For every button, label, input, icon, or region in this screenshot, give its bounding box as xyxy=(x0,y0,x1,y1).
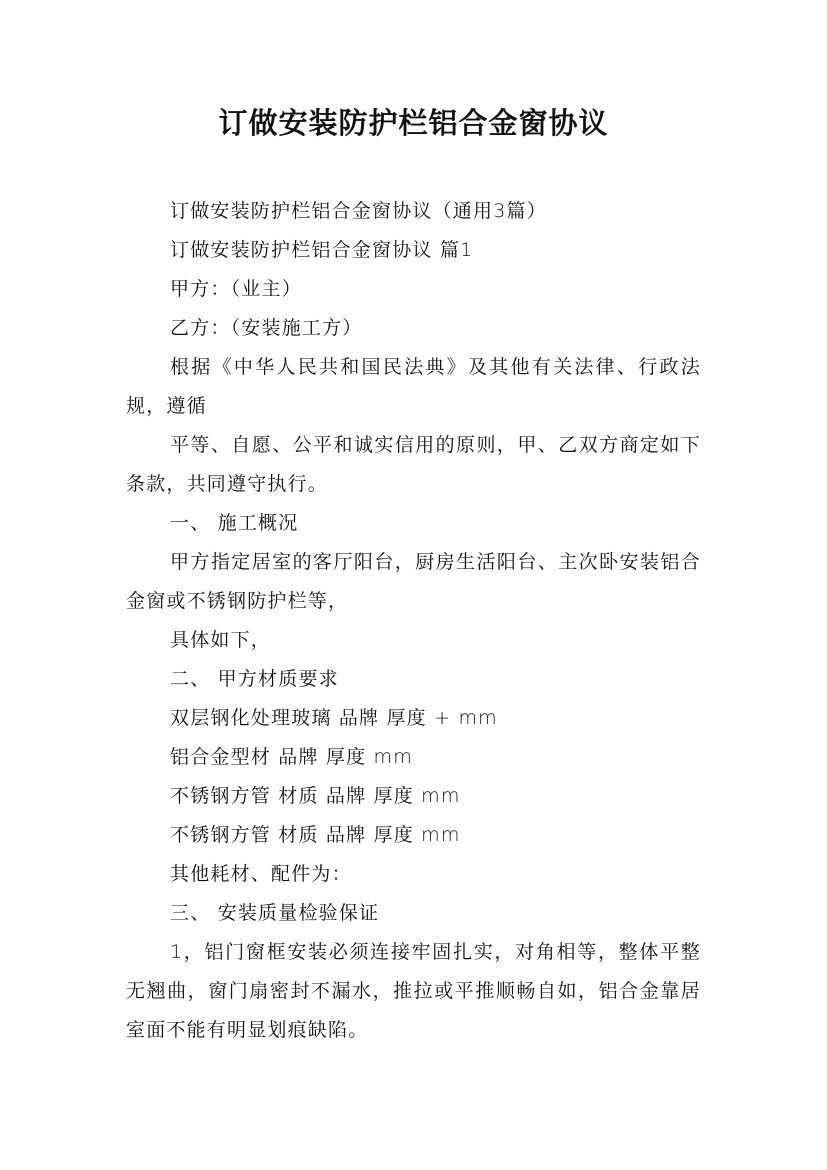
section-heading: 一、 施工概况 xyxy=(170,512,299,534)
paragraph: 1，铝门窗框安装必须连接牢固扎实，对角相等，整体平整无翘曲，窗门扇密封不漏水，推拉或平推顺畅自如，铝合金靠居室面不能有明显划痕缺陷。 xyxy=(126,941,701,1041)
section-heading: 二、 甲方材质要求 xyxy=(170,668,339,690)
paragraph: 乙方：（安装施工方） xyxy=(170,317,363,339)
document-body xyxy=(126,192,701,1050)
section-heading: 三、 安装质量检验保证 xyxy=(170,902,380,924)
paragraph: 平等、自愿、公平和诚实信用的原则，甲、乙双方商定如下条款，共同遵守执行。 xyxy=(126,434,701,495)
paragraph: 其他耗材、配件为： xyxy=(170,863,352,885)
paragraph: 根据《中华人民共和国民法典》及其他有关法律、行政法规，遵循 xyxy=(126,356,701,417)
paragraph: 订做安装防护栏铝合金窗协议 篇1 xyxy=(170,239,474,261)
document-title: 订做安装防护栏铝合金窗协议 xyxy=(218,106,609,140)
paragraph: 订做安装防护栏铝合金窗协议（通用3篇） xyxy=(170,200,547,222)
paragraph: 双层钢化处理玻璃 品牌 厚度 + mm xyxy=(170,707,498,729)
paragraph: 甲方指定居室的客厅阳台，厨房生活阳台、主次卧安装铝合金窗或不锈钢防护栏等， xyxy=(126,551,701,612)
paragraph: 铝合金型材 品牌 厚度 mm xyxy=(170,746,413,768)
paragraph: 具体如下， xyxy=(170,629,272,651)
paragraph: 不锈钢方管 材质 品牌 厚度 mm xyxy=(170,785,461,807)
paragraph: 甲方：（业主） xyxy=(170,278,302,300)
paragraph: 不锈钢方管 材质 品牌 厚度 mm xyxy=(170,824,461,846)
